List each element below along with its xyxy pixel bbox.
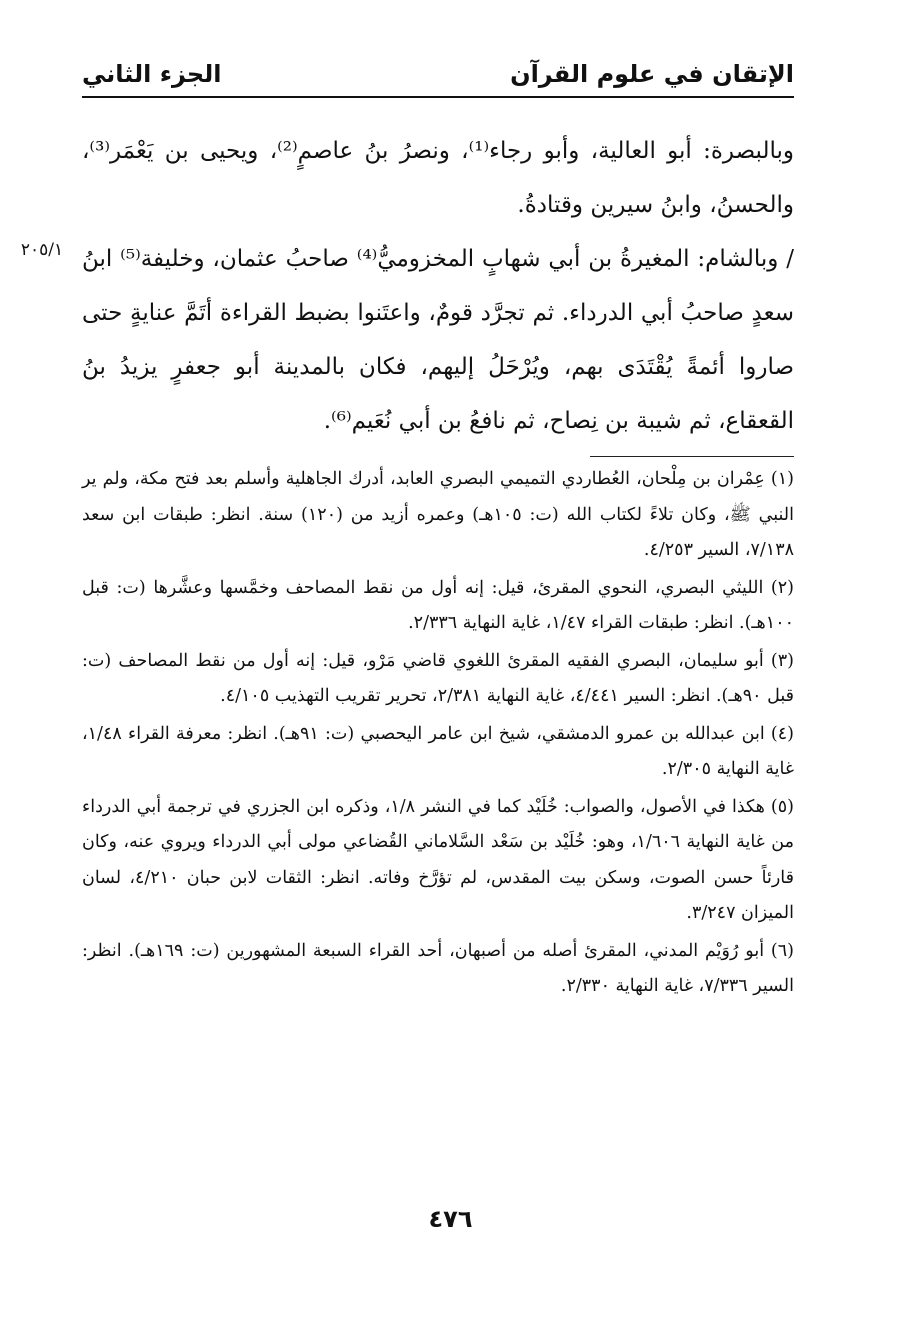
footnotes (82, 462, 794, 1007)
part-title: الجزء الثاني (82, 60, 222, 88)
paragraph: وبالبصرة: أبو العالية، وأبو رجاء⁽¹⁾، ونصرُ بنُ عاصمٍ⁽²⁾، ويحيى بن يَعْمَر⁽³⁾، والحسنُ، وابنُ سيرين وقتادةُ. (82, 138, 795, 218)
footnote: (٣) أبو سليمان، البصري الفقيه المقرئ اللغوي قاضي مَرْو، قيل: إنه أول من نقط المصاحف (ت: قبل ٩٠هـ). انظر: السير ٤/٤٤١، غاية النهاية ٢/٣٨١، تحرير تقريب التهذيب ٤/١٠٥. (82, 650, 794, 706)
footnote-separator (590, 456, 794, 457)
footnote: (١) عِمْران بن مِلْحان، العُطاردي التميمي البصري العابد، أدرك الجاهلية وأسلم بعد فتح مكة، ولم ير النبي ﷺ، وكان تلاءً لكتاب الله (ت: ١٠٥هـ) وعمره أزيد من (١٢٠) سنة. انظر: طبقات ابن سعد ٧/١٣٨، السير ٤/٢٥٣. (82, 469, 794, 560)
book-title: الإتقان في علوم القرآن (510, 60, 794, 88)
footnote: (٤) ابن عبدالله بن عمرو الدمشقي، شيخ ابن عامر اليحصبي (ت: ٩١هـ). انظر: معرفة القراء ١/٤٨، غاية النهاية ٢/٣٠٥. (82, 723, 794, 779)
footnote: (٢) الليثي البصري، النحوي المقرئ، قيل: إنه أول من نقط المصاحف وخمَّسها وعشَّرها (ت: قبل ١٠٠هـ). انظر: طبقات القراء ١/٤٧، غاية النهاية ٢/٣٣٦. (82, 577, 794, 633)
footnote: (٦) أبو رُوَيْم المدني، المقرئ أصله من أصبهان، أحد القراء السبعة المشهورين (ت: ١٦٩هـ). انظر: السير ٧/٣٣٦، غاية النهاية ٢/٣٣٠. (82, 940, 794, 996)
footnote: (٥) هكذا في الأصول، والصواب: خُلَيْد كما في النشر ١/٨، وذكره ابن الجزري في ترجمة أبي الدرداء من غاية النهاية ١/٦٠٦، وهو: خُلَيْد بن سَعْد السَّلاماني القُضاعي مولى أبي الدرداء ويروي عنه، وكان قارئاً حسن الصوت، وسكن بيت المقدس، لم تؤرَّخ وفاته. انظر: الثقات لابن حبان ٤/٢١٠، لسان الميزان ٣/٢٤٧. (82, 796, 795, 923)
paragraph: / وبالشام: المغيرةُ بن أبي شهابٍ المخزوميُّ⁽⁴⁾ صاحبُ عثمان، وخليفة⁽⁵⁾ ابنُ سعدٍ صاحبُ أبي الدرداء. ثم تجرَّد قومٌ، واعتَنوا بضبط القراءة أتَمَّ عنايةٍ حتى صاروا أئمةً يُقْتَدَى بهم، ويُرْحَلُ إليهم، فكان بالمدينة أبو جعفرٍ يزيدُ بنُ القعقاع، ثم شيبة بن نِصاح، ثم نافعُ بن أبي نُعَيم⁽⁶⁾. (82, 246, 795, 434)
margin-page-reference: ٢٠٥/١ (20, 240, 64, 260)
running-header (82, 56, 794, 98)
main-text (82, 124, 794, 448)
page-number: ٤٧٦ (428, 1205, 473, 1233)
